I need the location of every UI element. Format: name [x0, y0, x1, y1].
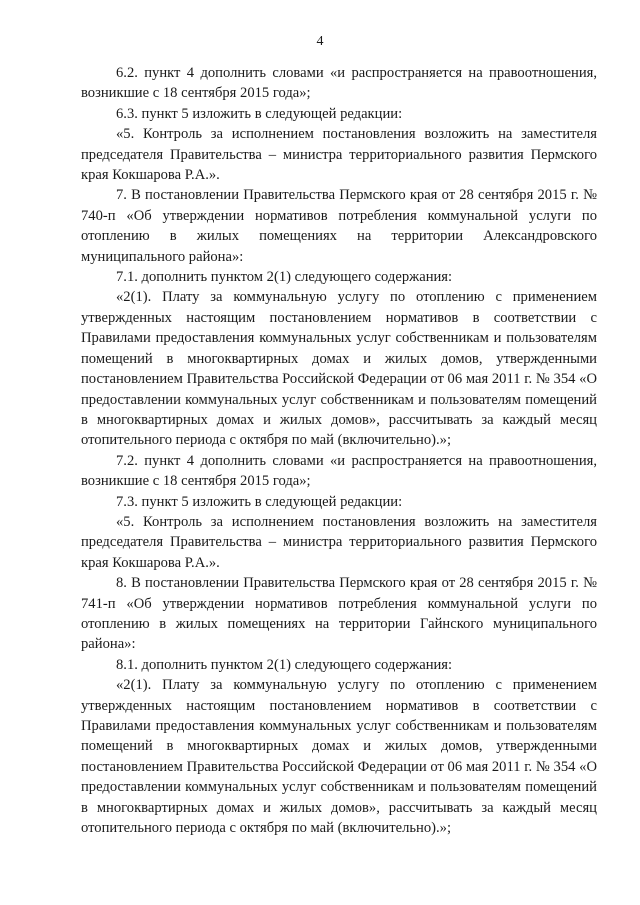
paragraph-6-3: 6.3. пункт 5 изложить в следующей редакции: — [116, 105, 403, 122]
document-body — [81, 63, 597, 838]
quote-item-2-1-payment: «2(1). Плату за коммунальную услугу по отоплению с применением утвержденных настоящим постановлением нормативов в соответствии с Правилами предоставления коммунальных услуг собственникам и пользователям помещений в многоквартирных домах и жилых домов, утвержденными постановлением Правительства Российской Федерации от 06 мая 2011 г. № 354 «О предоставлении коммунальных услуг собственникам и пользователям помещений в многоквартирных домах и жилых домов», рассчитывать за каждый месяц отопительного периода с октября по май (включительно).»; — [81, 677, 597, 837]
quote-item-5-control: «5. Контроль за исполнением постановления возложить на заместителя председателя Правительства – министра территориального развития Пермского края Кокшарова Р.А.». — [81, 126, 597, 184]
page-number: 4 — [316, 34, 324, 49]
quote-item-2-1-payment: «2(1). Плату за коммунальную услугу по отоплению с применением утвержденных настоящим постановлением нормативов в соответствии с Правилами предоставления коммунальных услуг собственникам и пользователям помещений в многоквартирных домах и жилых домов, утвержденными постановлением Правительства Российской Федерации от 06 мая 2011 г. № 354 «О предоставлении коммунальных услуг собственникам и пользователям помещений в многоквартирных домах и жилых домов», рассчитывать за каждый месяц отопительного периода с октября по май (включительно).»; — [81, 289, 597, 449]
paragraph-8: 8. В постановлении Правительства Пермского края от 28 сентября 2015 г. № 741-п «Об утверждении нормативов потребления коммунальной услуги по отоплению в жилых помещениях на территории Гайнского муниципального района»: — [81, 575, 597, 653]
paragraph-7-2: 7.2. пункт 4 дополнить словами «и распространяется на правоотношения, возникшие с 18 сентября 2015 года»; — [81, 452, 597, 490]
paragraph-7-3: 7.3. пункт 5 изложить в следующей редакции: — [116, 493, 403, 510]
paragraph-7: 7. В постановлении Правительства Пермского края от 28 сентября 2015 г. № 740-п «Об утверждении нормативов потребления коммунальной услуги по отоплению в жилых помещениях на территории Александровского муниципального района»: — [81, 187, 597, 265]
quote-item-5-control: «5. Контроль за исполнением постановления возложить на заместителя председателя Правительства – министра территориального развития Пермского края Кокшарова Р.А.». — [81, 513, 597, 571]
paragraph-6-2: 6.2. пункт 4 дополнить словами «и распространяется на правоотношения, возникшие с 18 сентября 2015 года»; — [81, 65, 597, 102]
paragraph-7-1: 7.1. дополнить пунктом 2(1) следующего содержания: — [116, 269, 453, 286]
paragraph-8-1: 8.1. дополнить пунктом 2(1) следующего содержания: — [116, 656, 453, 673]
